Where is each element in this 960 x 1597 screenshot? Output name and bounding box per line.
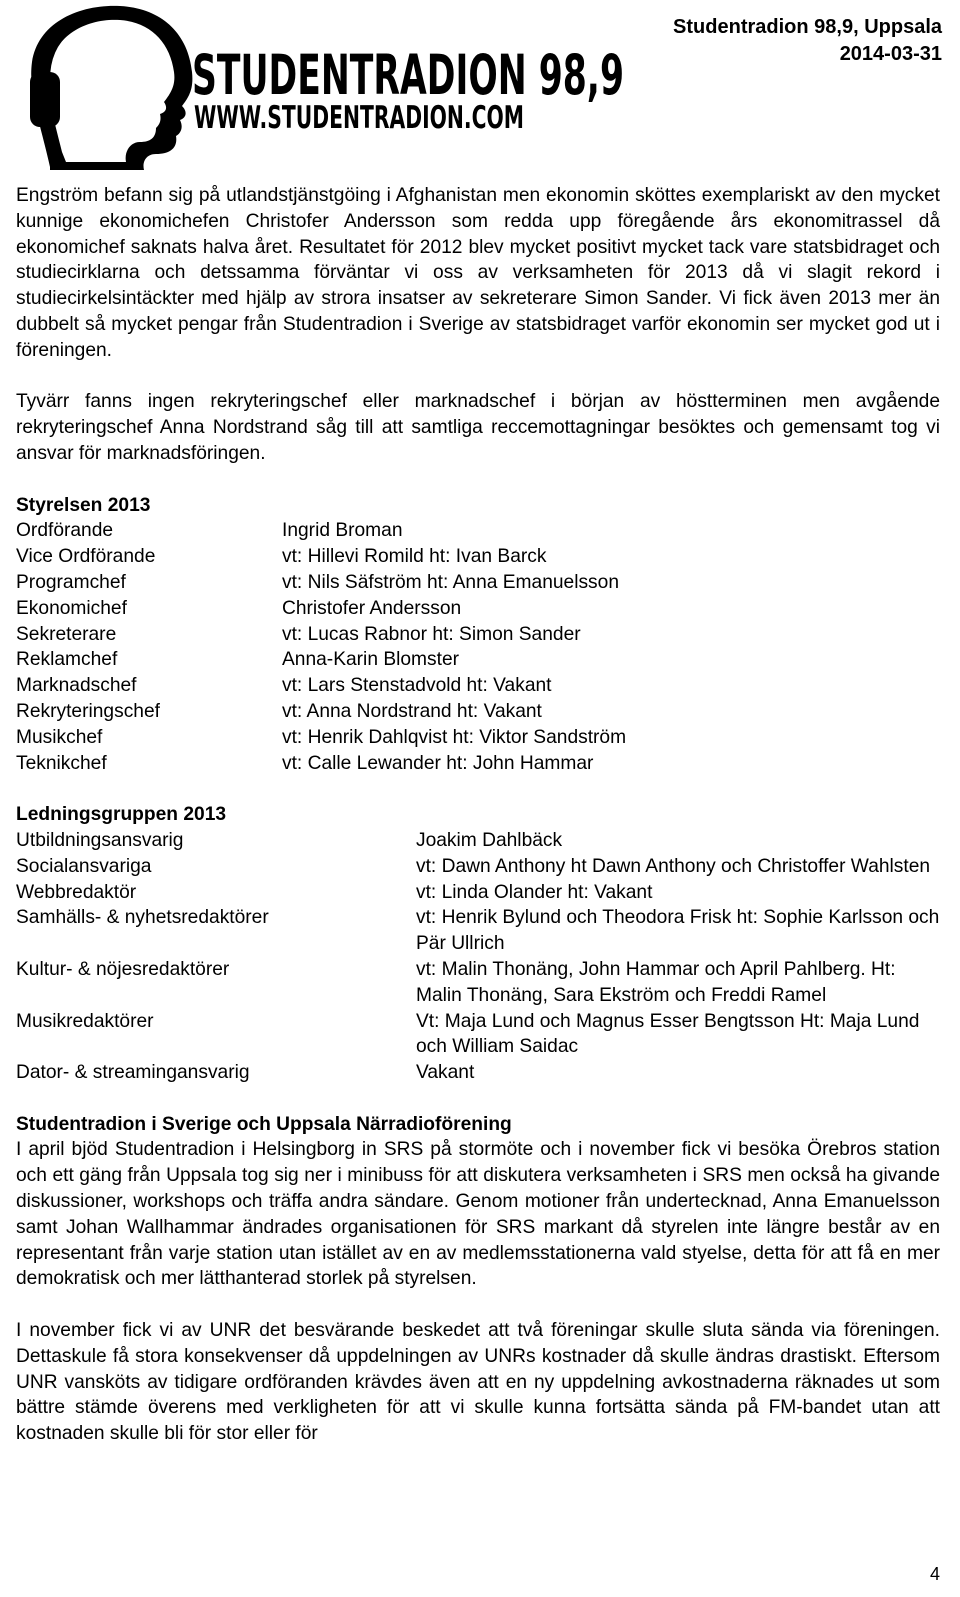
role-label: Reklamchef: [16, 649, 118, 671]
member-name: Vt: Maja Lund och Magnus Esser Bengtsson Ht: Maja Lund och William Saidac: [416, 1010, 920, 1058]
srs-heading: Studentradion i Sverige och Uppsala Närradioförening: [16, 1113, 512, 1135]
member-name: vt: Nils Säfström ht: Anna Emanuelsson: [282, 571, 619, 593]
role-label: Programchef: [16, 571, 126, 593]
member-name: vt: Lars Stenstadvold ht: Vakant: [282, 675, 552, 697]
role-label: Marknadschef: [16, 675, 137, 697]
logo-url: WWW.STUDENTRADION.COM: [194, 100, 524, 136]
studentradion-logo: [10, 2, 630, 172]
member-name: Christofer Andersson: [282, 597, 462, 619]
member-name: vt: Henrik Dahlqvist ht: Viktor Sandström: [282, 726, 627, 748]
member-name: Anna-Karin Blomster: [282, 649, 460, 671]
styrelsen-heading: Styrelsen 2013: [16, 494, 151, 516]
styrelsen-roster: [16, 518, 940, 776]
member-name: vt: Malin Thonäng, John Hammar och April Pahlberg. Ht: Malin Thonäng, Sara Ekström och Freddi Ramel: [416, 958, 896, 1006]
ledningsgruppen-heading: Ledningsgruppen 2013: [16, 804, 227, 826]
member-name: vt: Lucas Rabnor ht: Simon Sander: [282, 623, 581, 645]
role-label: Samhälls- & nyhetsredaktörer: [16, 907, 269, 929]
logo-name: STUDENTRADION 98,9: [192, 43, 624, 107]
paragraph: Engström befann sig på utlandstjänstgöing i Afghanistan men ekonomin sköttes exemplariskt av den mycket kunnige ekonomichefen Christofer Andersson som redda upp föregående års ekonomitrassel då ekonomichef saknats halva året. Resultatet för 2012 blev mycket positivt mycket tack vare statsbidraget och studiecirklarna och detssamma förväntar vi oss av verksamheten för 2013 då vi slagit rekord i studiecirkelsintäckter med hjälp av strora insatser av sekreterare Simon Sander. Vi fick även 2013 mer än dubbelt så mycket pengar från Studentradion i Sverige av statsbidraget varför ekonomin ser mycket god ut i föreningen.: [16, 185, 940, 361]
member-name: vt: Dawn Anthony ht Dawn Anthony och Christoffer Wahlsten: [416, 855, 931, 877]
role-label: Vice Ordförande: [16, 546, 156, 568]
role-label: Utbildningsansvarig: [16, 829, 184, 851]
ledningsgruppen-roster: [16, 828, 940, 1086]
role-label: Webbredaktör: [16, 881, 137, 903]
header-org: Studentradion 98,9, Uppsala: [673, 16, 942, 38]
paragraph: I november fick vi av UNR det besvärande beskedet att två föreningar skulle sluta sända via föreningen. Dettaskule få stora konsekvenser då uppdelningen av UNRs kostnader då skulle ändras drastiskt. Eftersom UNR vansköts av tidigare ordföranden krävdes även att en ny uppdelning avkostnaderna räknades ut som bättre stämde överens med verkligheten för att vi skulle kunna fortsätta sända på FM-bandet utan att kostnaden skulle bli för stor eller för: [16, 1320, 940, 1445]
member-name: Vakant: [416, 1062, 475, 1084]
member-name: vt: Linda Olander ht: Vakant: [416, 881, 653, 903]
paragraph: Tyvärr fanns ingen rekryteringschef eller marknadschef i början av höstterminen men avgående rekryteringschef Anna Nordstrand såg till att samtliga reccemottagningar besöktes och gemensamt tog vi ansvar för marknadsföringen.: [16, 391, 940, 464]
page-number: 4: [929, 1564, 940, 1584]
header-date: 2014-03-31: [839, 43, 942, 65]
member-name: vt: Anna Nordstrand ht: Vakant: [282, 700, 542, 722]
role-label: Sekreterare: [16, 623, 117, 645]
role-label: Teknikchef: [16, 752, 107, 774]
paragraph: I april bjöd Studentradion i Helsingborg in SRS på stormöte och i november fick vi besöka Örebros station och ett gäng från Uppsala tog sig ner i minibuss för att diskutera verksamheten i SRS men också ha givande diskussioner, workshops och träffa andra sändare. Genom motioner från undertecknad, Anna Emanuelsson samt Johan Wallhammar ändrades organisationen för SRS markant då styrelen inte längre består av en representant från varje station utan istället av en av medlemsstationerna vald styelse, detta för att få en mer demokratisk och mer lätthanterad storlek på styrelsen.: [16, 1139, 940, 1290]
role-label: Musikchef: [16, 726, 103, 748]
headphones-head-icon: [30, 6, 192, 170]
role-label: Kultur- & nöjesredaktörer: [16, 958, 230, 980]
role-label: Ordförande: [16, 520, 114, 542]
page-header: [673, 14, 942, 68]
document-body: [16, 183, 940, 1473]
member-name: vt: Hillevi Romild ht: Ivan Barck: [282, 546, 547, 568]
role-label: Socialansvariga: [16, 855, 152, 877]
member-name: vt: Calle Lewander ht: John Hammar: [282, 752, 594, 774]
role-label: Rekryteringschef: [16, 700, 160, 722]
role-label: Musikredaktörer: [16, 1010, 154, 1032]
member-name: Joakim Dahlbäck: [416, 829, 563, 851]
role-label: Ekonomichef: [16, 597, 127, 619]
member-name: Ingrid Broman: [282, 520, 403, 542]
role-label: Dator- & streamingansvarig: [16, 1062, 250, 1084]
member-name: vt: Henrik Bylund och Theodora Frisk ht: Sophie Karlsson och Pär Ullrich: [416, 907, 940, 955]
